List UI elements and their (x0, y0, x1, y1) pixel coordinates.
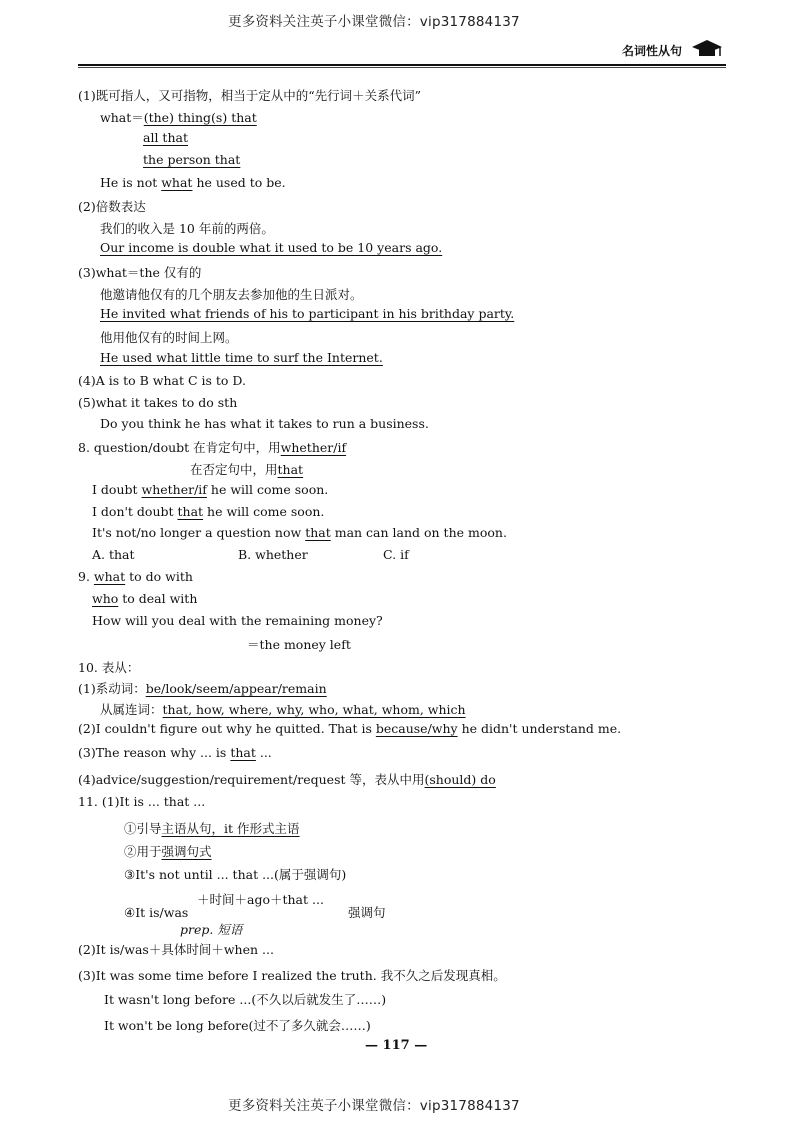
line-21: It's not/no longer a question now that man can land on the moon. (92, 525, 507, 540)
line-9: (3)what＝the 仅有的 (78, 265, 202, 280)
line-41: It won't be long before(过不了多久就会……) (104, 1018, 371, 1033)
line-37-top: ＋时间＋ago＋that ... (197, 892, 324, 907)
line-2: what＝(the) thing(s) that (100, 110, 257, 125)
line-6: (2)倍数表达 (78, 199, 146, 214)
header-rule (78, 64, 726, 66)
line-37-label: 强调句 (348, 905, 386, 920)
line-37-main: ④It is/was (124, 905, 189, 920)
line-30: (2)I couldn't figure out why he quitted. That is because/why he didn't understand me. (78, 721, 622, 736)
line-35: ②用于强调句式 (124, 844, 212, 859)
line-38: (2)It is/was＋具体时间＋when ... (78, 942, 274, 957)
line-15: (5)what it takes to do sth (78, 395, 238, 410)
line-32: (4)advice/suggestion/requirement/request 等，表从中用(should) do (78, 772, 496, 787)
line-29: 从属连词：that, how, where, why, who, what, whom, which (100, 702, 466, 717)
line-25: How will you deal with the remaining money? (92, 613, 383, 628)
header-rule-thin (78, 67, 726, 68)
line-19: I doubt whether/if he will come soon. (92, 482, 329, 497)
line-3: all that (143, 130, 188, 145)
line-37-bottom: prep. 短语 (180, 922, 243, 937)
line-18: 在否定句中，用that (190, 462, 304, 477)
line-26: ＝the money left (247, 637, 351, 652)
line-24: who to deal with (92, 591, 198, 606)
watermark-bottom: 更多资料关注英子小课堂微信：vip317884137 (228, 1098, 520, 1114)
line-33: 11. (1)It is ... that ... (78, 794, 206, 809)
option-c: C. if (383, 547, 409, 562)
line-7: 我们的收入是 10 年前的两倍。 (100, 221, 274, 236)
line-5: He is not what he used to be. (100, 175, 286, 190)
line-34: ①引导主语从句，it 作形式主语 (124, 821, 300, 836)
header-title: 名词性从句 (622, 44, 683, 58)
page-number: — 117 — (365, 1038, 428, 1053)
line-40: It wasn't long before ...(不久以后就发生了……) (104, 992, 387, 1007)
line-4: the person that (143, 152, 241, 167)
option-a: A. that (92, 547, 135, 562)
line-27: 10. 表从： (78, 660, 140, 675)
line-10: 他邀请他仅有的几个朋友去参加他的生日派对。 (100, 287, 363, 302)
line-11: He invited what friends of his to participant in his brithday party. (100, 306, 515, 321)
graduation-cap-icon (690, 38, 724, 60)
line-12: 他用他仅有的时间上网。 (100, 330, 238, 345)
line-8: Our income is double what it used to be 10 years ago. (100, 240, 443, 255)
option-b: B. whether (238, 547, 308, 562)
line-23: 9. what to do with (78, 569, 193, 584)
line-16: Do you think he has what it takes to run a business. (100, 416, 429, 431)
watermark-top: 更多资料关注英子小课堂微信：vip317884137 (228, 14, 520, 30)
line-39: (3)It was some time before I realized the truth. 我不久之后发现真相。 (78, 968, 506, 983)
line-31: (3)The reason why ... is that ... (78, 745, 272, 760)
line-36: ③It's not until ... that ...(属于强调句) (124, 867, 347, 882)
line-17: 8. question/doubt 在肯定句中，用whether/if (78, 440, 347, 455)
line-28: (1)系动词：be/look/seem/appear/remain (78, 681, 327, 696)
line-20: I don't doubt that he will come soon. (92, 504, 325, 519)
line-1: (1)既可指人，又可指物，相当于定从中的“先行词＋关系代词” (78, 88, 421, 103)
line-13: He used what little time to surf the Internet. (100, 350, 383, 365)
line-14: (4)A is to B what C is to D. (78, 373, 246, 388)
